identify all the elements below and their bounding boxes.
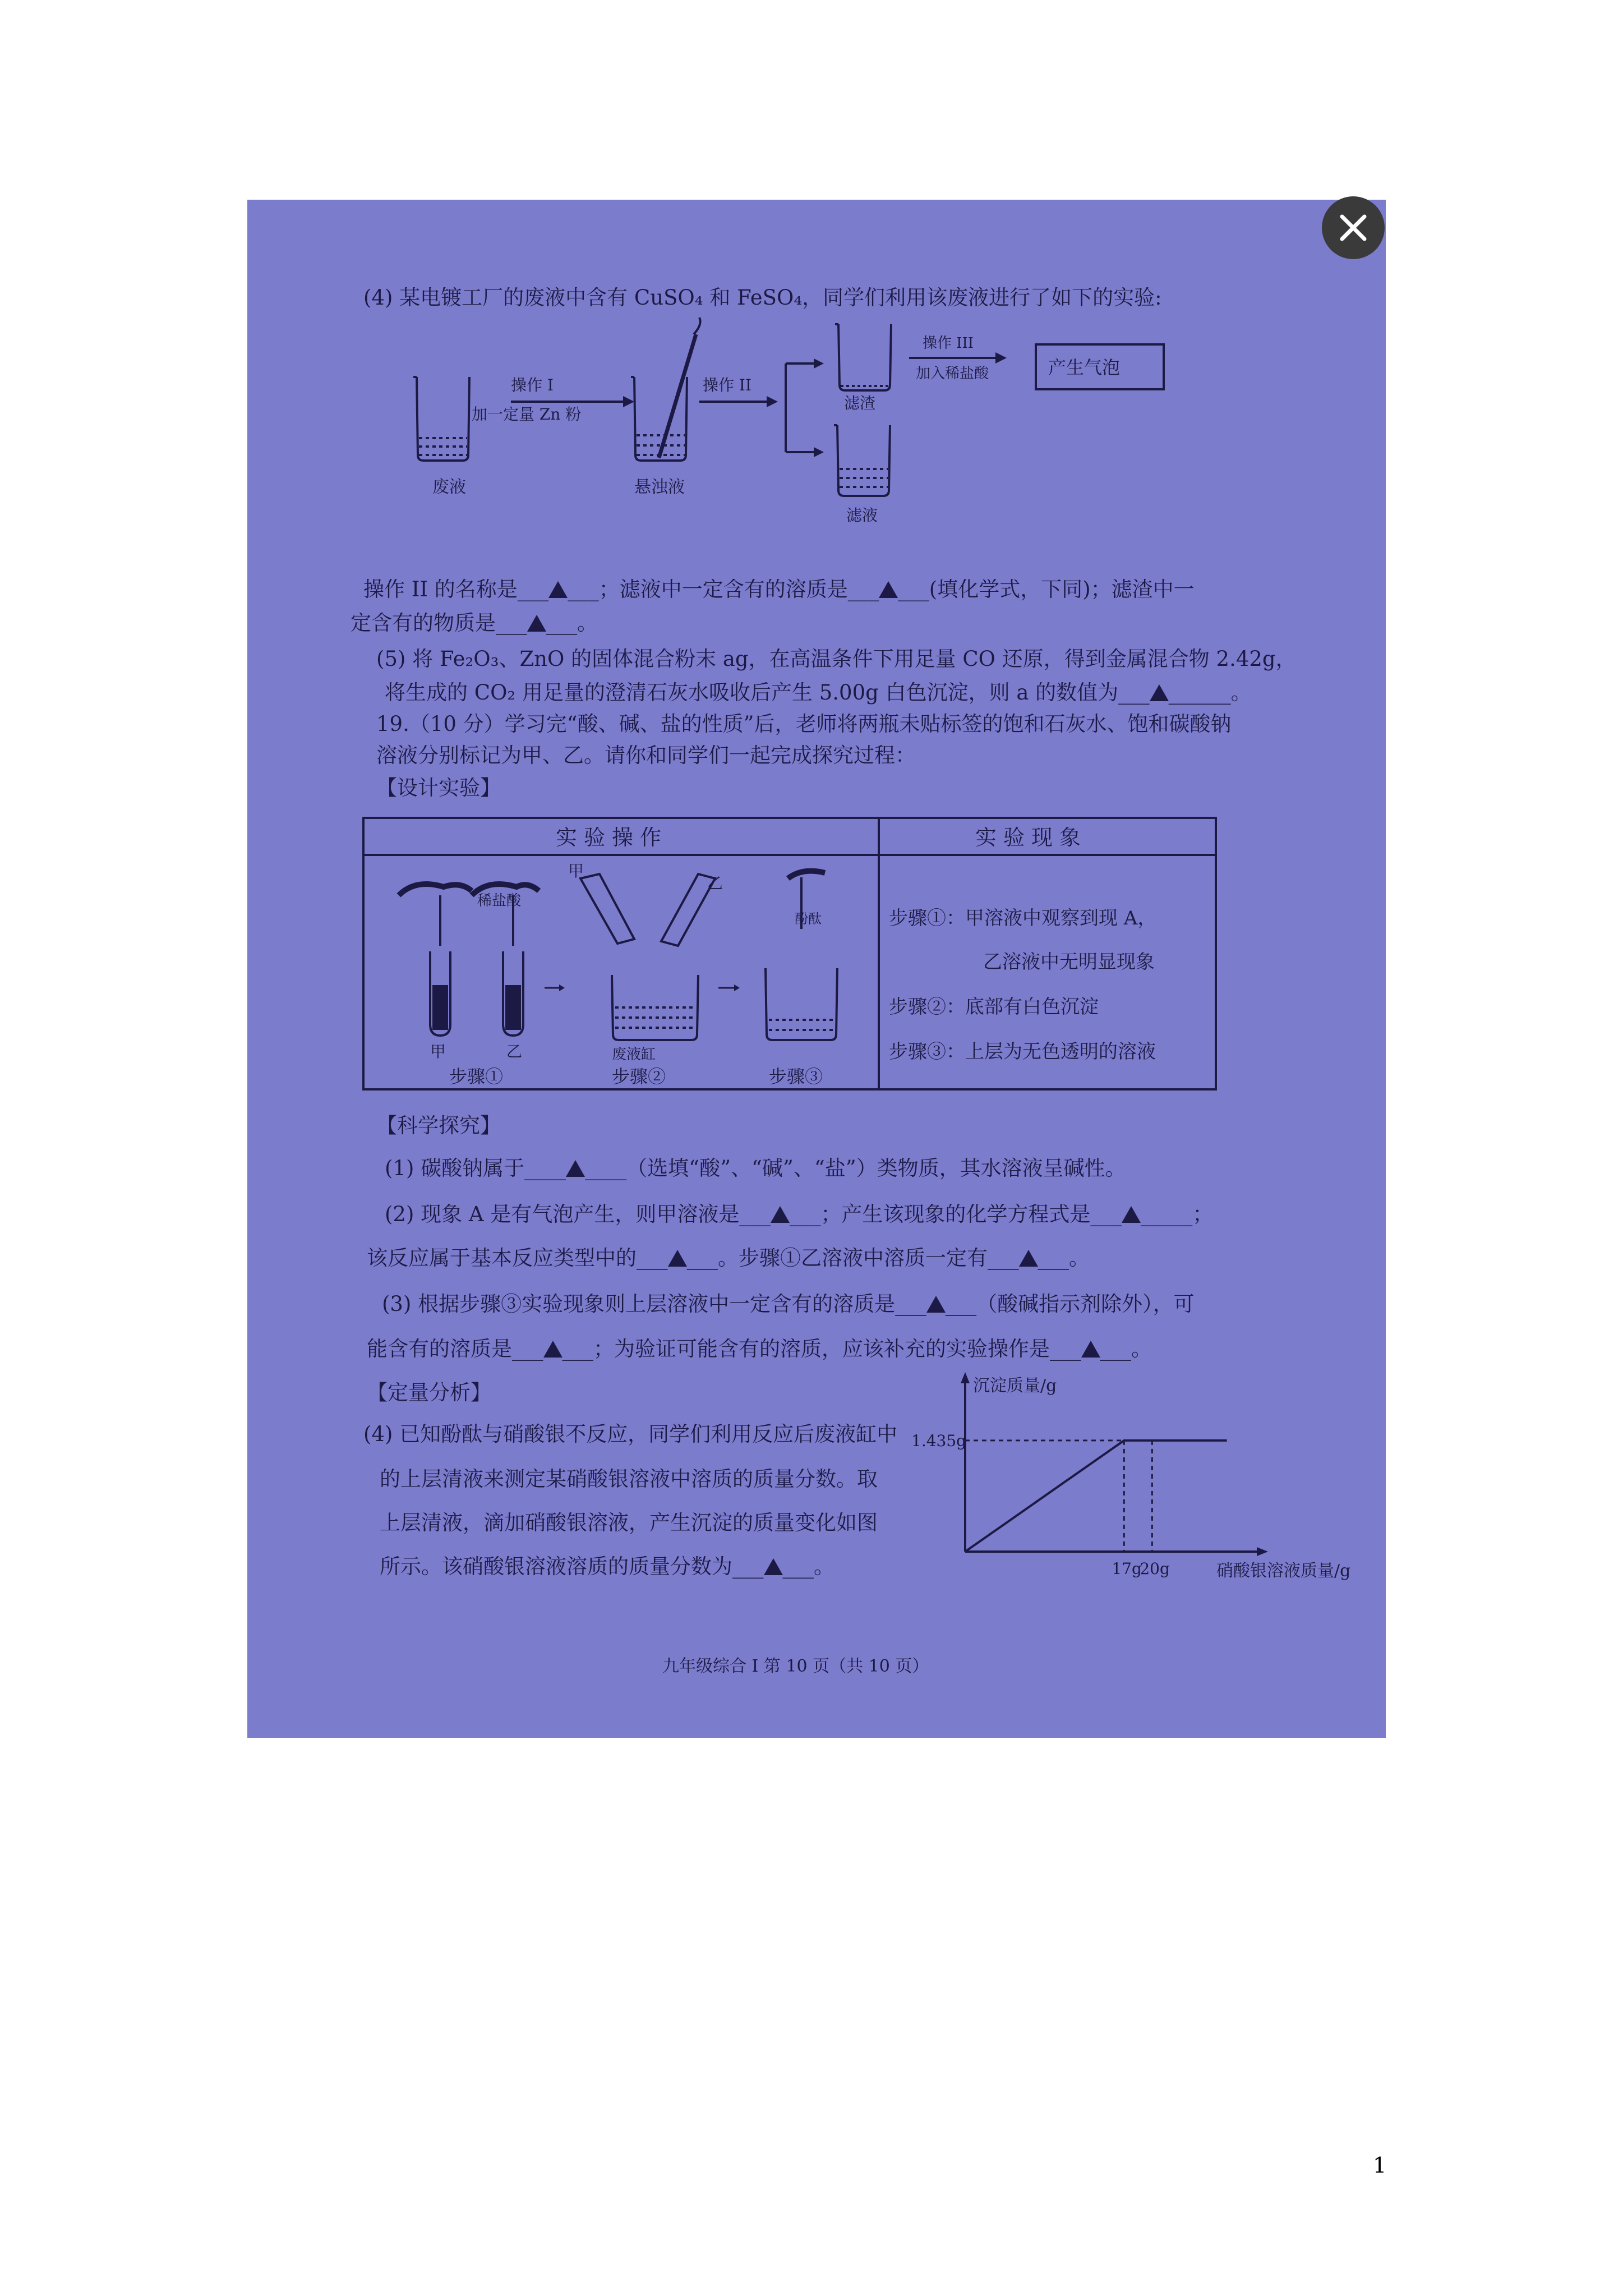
answer-blank[interactable]: [926, 1296, 946, 1313]
x-axis-arrow: [1257, 1547, 1268, 1556]
svg-text:步骤①：甲溶液中观察到现 A，: 步骤①：甲溶液中观察到现 A，: [889, 907, 1157, 930]
page-footer: 九年级综合 I 第 10 页（共 10 页）: [662, 1657, 929, 1676]
close-icon: [1322, 196, 1385, 259]
svg-text:步骤①: 步骤①: [449, 1066, 504, 1087]
q19-part4-line1: (4) 已知酚酞与硝酸银不反应，同学们利用反应后废液缸中: [363, 1422, 898, 1446]
answer-blank[interactable]: [1081, 1341, 1100, 1358]
svg-text:废液缸: 废液缸: [612, 1046, 656, 1063]
y-axis-label: 沉淀质量/g: [973, 1376, 1057, 1396]
label-residue: 滤渣: [844, 394, 876, 412]
svg-text:操作 I: 操作 I: [511, 376, 554, 394]
svg-text:步骤③：上层为无色透明的溶液: 步骤③：上层为无色透明的溶液: [889, 1041, 1156, 1063]
q19-part4-line3: 上层清液，滴加硝酸银溶液，产生沉淀的质量变化如图: [380, 1511, 878, 1535]
q19-part3-line1: (3) 根据步骤③实验现象则上层溶液中一定含有的溶质是___ ___（酸碱指示剂除外），可: [382, 1292, 1195, 1316]
step2-waste-tank: [580, 874, 715, 1040]
label-waste: 废液: [432, 477, 466, 497]
x-tick-label: 20g: [1140, 1559, 1170, 1578]
q18-part5-line2: 将生成的 CO₂ 用足量的澄清石灰水吸收后产生 5.00g 白色沉淀，则 a 的数值为___ ______。: [385, 680, 1252, 705]
y-axis-arrow: [961, 1372, 970, 1383]
page-number: 1: [1373, 2153, 1387, 2178]
design-heading: 【设计实验】: [376, 776, 501, 800]
svg-text:产生气泡: 产生气泡: [1048, 357, 1121, 378]
q19-part1: (1) 碳酸钠属于____ ____（选填“酸”、“碱”、“盐”）类物质，其水溶液呈碱性。: [385, 1156, 1126, 1180]
answer-blank[interactable]: [543, 1341, 562, 1358]
svg-text:酚酞: 酚酞: [795, 911, 822, 927]
science-heading: 【科学探究】: [376, 1114, 501, 1138]
y-tick-label: 1.435g: [911, 1431, 967, 1450]
step3-beaker: [766, 871, 837, 1040]
svg-text:实验现象: 实验现象: [975, 825, 1088, 850]
svg-text:操作 II: 操作 II: [703, 376, 752, 394]
q19-intro-line2: 溶液分别标记为甲、乙。请你和同学们一起完成探究过程：: [376, 743, 916, 767]
label-filtrate: 滤液: [846, 506, 878, 524]
exam-photo: [247, 200, 1386, 1738]
q19-part4-line2: 的上层清液来测定某硝酸银溶液中溶质的质量分数。取: [380, 1467, 878, 1491]
q18-part4-intro: (4) 某电镀工厂的废液中含有 CuSO₄ 和 FeSO₄，同学们利用该废液进行了如下的实验:: [363, 286, 1162, 310]
q18-line-b: 定含有的物质是___ ___。: [351, 611, 598, 635]
svg-text:步骤②：底部有白色沉淀: 步骤②：底部有白色沉淀: [889, 996, 1099, 1018]
svg-text:步骤③: 步骤③: [769, 1066, 823, 1087]
svg-text:乙: 乙: [707, 874, 723, 892]
svg-text:乙溶液中无明显现象: 乙溶液中无明显现象: [983, 951, 1155, 973]
answer-blank[interactable]: [1019, 1250, 1038, 1267]
svg-text:实验操作: 实验操作: [556, 825, 668, 850]
experiment-table: [247, 200, 1386, 1097]
answer-blank[interactable]: [1122, 1206, 1141, 1223]
svg-text:加入稀盐酸: 加入稀盐酸: [916, 365, 989, 382]
answer-blank[interactable]: [566, 1160, 585, 1177]
q19-intro-line1: 19.（10 分）学习完“酸、碱、盐的性质”后，老师将两瓶未贴标签的饱和石灰水、饱和碳酸钠: [376, 712, 1232, 736]
q19-part2-line1: (2) 现象 A 是有气泡产生，则甲溶液是___ ___；产生该现象的化学方程式是___ _____；: [385, 1202, 1214, 1226]
answer-blank[interactable]: [771, 1206, 790, 1223]
svg-text:甲: 甲: [430, 1042, 446, 1061]
svg-text:乙: 乙: [506, 1042, 523, 1061]
x-axis-label: 硝酸银溶液质量/g: [1216, 1561, 1351, 1580]
svg-text:操作 III: 操作 III: [923, 335, 974, 352]
svg-text:甲: 甲: [568, 862, 584, 880]
precipitate-series-line: [965, 1441, 1227, 1552]
q19-part2-line2: 该反应属于基本反应类型中的___ ___。步骤①乙溶液中溶质一定有___ ___。: [367, 1246, 1090, 1270]
q18-part5-line1: (5) 将 Fe₂O₃、ZnO 的固体混合粉末 ag，在高温条件下用足量 CO 还原，得到金属混合物 2.42g，: [376, 647, 1297, 671]
svg-text:稀盐酸: 稀盐酸: [477, 892, 522, 909]
svg-text:加一定量 Zn 粉: 加一定量 Zn 粉: [472, 405, 582, 424]
q18-line-a: 操作 II 的名称是___ ___；滤液中一定含有的溶质是___ ___(填化学式，下同)；滤渣中一: [363, 577, 1195, 601]
answer-blank[interactable]: [668, 1250, 687, 1267]
quant-heading: 【定量分析】: [367, 1381, 491, 1405]
precipitate-chart: [909, 1366, 1369, 1580]
answer-blank[interactable]: [764, 1558, 783, 1575]
q19-part3-line2: 能含有的溶质是___ ___；为验证可能含有的溶质，应该补充的实验操作是___ ___。: [367, 1337, 1152, 1361]
q19-part4-line4: 所示。该硝酸银溶液溶质的质量分数为___ ___。: [380, 1554, 834, 1579]
svg-text:步骤②: 步骤②: [612, 1066, 666, 1087]
close-button[interactable]: [1322, 196, 1385, 259]
x-tick-label: 17g: [1112, 1559, 1142, 1578]
label-suspension: 悬浊液: [634, 477, 685, 497]
